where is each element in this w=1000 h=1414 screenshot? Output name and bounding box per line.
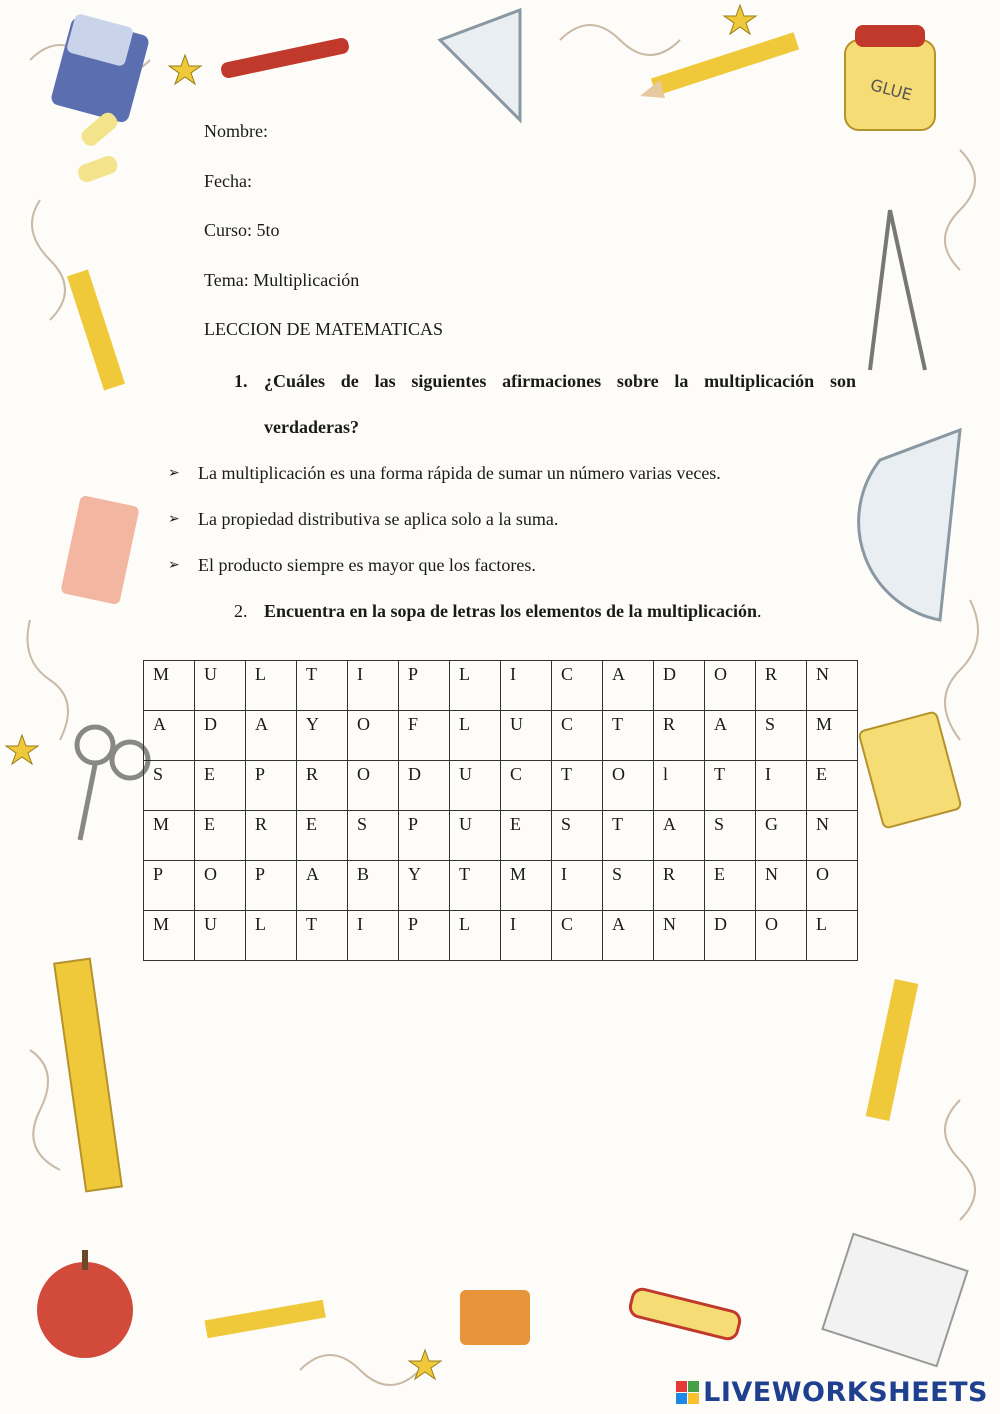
grid-cell[interactable]: G (756, 811, 807, 861)
grid-cell[interactable]: I (756, 761, 807, 811)
grid-cell[interactable]: O (348, 711, 399, 761)
statement-text: La multiplicación es una forma rápida de sumar un número varias veces. (198, 463, 721, 483)
name-field-label: Nombre: (204, 121, 268, 141)
grid-cell[interactable]: A (654, 811, 705, 861)
date-field-label: Fecha: (204, 171, 252, 191)
svg-text:GLUE: GLUE (868, 75, 915, 105)
question-2-period: . (756, 601, 762, 621)
grid-cell[interactable]: D (399, 761, 450, 811)
grid-cell[interactable]: l (654, 761, 705, 811)
grid-cell[interactable]: A (603, 911, 654, 961)
grid-cell[interactable]: R (297, 761, 348, 811)
grid-cell[interactable]: F (399, 711, 450, 761)
protractor-icon (859, 430, 960, 620)
logo-mark-icon (676, 1381, 699, 1404)
eraser-icon (858, 711, 961, 828)
grid-cell[interactable]: U (450, 761, 501, 811)
grid-cell[interactable]: E (501, 811, 552, 861)
grid-cell[interactable]: P (246, 861, 297, 911)
grid-cell[interactable]: M (807, 711, 858, 761)
question-1-text: ¿Cuáles de las siguientes afirmaciones sobre la multiplicación son (264, 371, 856, 391)
lesson-title: LECCION DE MATEMATICAS (204, 319, 444, 339)
grid-cell[interactable]: I (501, 911, 552, 961)
report-card-icon (822, 1234, 967, 1366)
grid-cell[interactable]: A (297, 861, 348, 911)
triangle-ruler-icon (440, 10, 520, 120)
grid-cell[interactable]: B (348, 861, 399, 911)
pencil-icon (67, 270, 125, 391)
grid-cell[interactable]: L (246, 661, 297, 711)
grid-cell[interactable]: T (297, 911, 348, 961)
pencil-icon (866, 979, 919, 1121)
logo-text: LIVEWORKSHEETS (703, 1377, 988, 1408)
pencil-icon (640, 32, 799, 98)
grid-cell[interactable]: N (807, 811, 858, 861)
grid-cell[interactable]: T (603, 811, 654, 861)
grid-cell[interactable]: L (246, 911, 297, 961)
grid-cell[interactable]: U (450, 811, 501, 861)
grid-cell[interactable]: U (195, 911, 246, 961)
scissors-icon (77, 727, 148, 840)
eraser-icon (60, 495, 139, 605)
grid-cell[interactable]: I (552, 861, 603, 911)
grid-cell[interactable]: N (756, 861, 807, 911)
grid-cell[interactable]: R (654, 861, 705, 911)
question-1 (234, 368, 856, 440)
grid-cell[interactable]: M (501, 861, 552, 911)
statement-item (168, 508, 558, 530)
compass-icon (870, 210, 925, 370)
pen-icon (220, 37, 350, 80)
grid-cell[interactable]: L (450, 911, 501, 961)
grid-cell[interactable]: S (705, 811, 756, 861)
grid-cell[interactable]: C (552, 711, 603, 761)
apple-icon (37, 1250, 133, 1358)
grid-cell[interactable]: M (144, 911, 195, 961)
grid-cell[interactable]: D (705, 911, 756, 961)
grid-row (144, 911, 858, 961)
grid-cell[interactable]: I (501, 661, 552, 711)
grid-cell[interactable]: R (756, 661, 807, 711)
pencil-icon (205, 1300, 326, 1339)
grid-cell[interactable]: N (654, 911, 705, 961)
grid-cell[interactable]: T (603, 711, 654, 761)
grid-cell[interactable]: U (501, 711, 552, 761)
grid-cell[interactable]: R (654, 711, 705, 761)
grid-cell[interactable]: P (144, 861, 195, 911)
grid-cell[interactable]: L (807, 911, 858, 961)
eraser-icon (50, 13, 151, 124)
grid-cell[interactable]: O (603, 761, 654, 811)
grid-row (144, 811, 858, 861)
grid-cell[interactable]: T (297, 661, 348, 711)
grid-cell[interactable]: A (144, 711, 195, 761)
grid-cell[interactable]: P (399, 811, 450, 861)
grid-cell[interactable]: C (501, 761, 552, 811)
grid-cell[interactable]: Y (399, 861, 450, 911)
grid-cell[interactable]: O (807, 861, 858, 911)
grid-cell[interactable]: E (807, 761, 858, 811)
grid-row (144, 861, 858, 911)
grid-cell[interactable]: L (450, 711, 501, 761)
grid-cell[interactable]: A (603, 661, 654, 711)
statement-text: El producto siempre es mayor que los factores. (198, 555, 536, 575)
grid-cell[interactable]: S (552, 811, 603, 861)
question-2-text: Encuentra en la sopa de letras los elementos de la multiplicación (264, 601, 757, 621)
topic-label: Tema: Multiplicación (204, 270, 360, 290)
grid-cell[interactable]: N (807, 661, 858, 711)
grid-cell[interactable]: O (348, 761, 399, 811)
grid-row (144, 711, 858, 761)
grid-cell[interactable]: O (756, 911, 807, 961)
grid-cell[interactable]: I (348, 661, 399, 711)
grid-cell[interactable]: E (195, 761, 246, 811)
grid-cell[interactable]: E (297, 811, 348, 861)
glue-stick-icon (628, 1287, 742, 1341)
grid-cell[interactable]: A (246, 711, 297, 761)
grid-cell[interactable]: T (705, 761, 756, 811)
grid-cell[interactable]: D (654, 661, 705, 711)
grid-cell[interactable]: E (705, 861, 756, 911)
grid-cell[interactable]: I (348, 911, 399, 961)
statement-item (168, 554, 536, 576)
grid-cell[interactable]: U (195, 661, 246, 711)
arrow-bullet-icon: ➢ (168, 511, 180, 527)
question-2 (234, 600, 761, 622)
grid-row (144, 761, 858, 811)
arrow-bullet-icon: ➢ (168, 557, 180, 573)
grid-cell[interactable]: S (348, 811, 399, 861)
liveworksheets-logo (676, 1377, 988, 1408)
sharpener-icon (460, 1290, 530, 1345)
course-label: Curso: 5to (204, 220, 280, 240)
statement-text: La propiedad distributiva se aplica solo a la suma. (198, 509, 559, 529)
grid-row (144, 661, 858, 711)
grid-cell[interactable]: C (552, 661, 603, 711)
question-1-number: 1. (234, 371, 248, 391)
grid-cell[interactable]: M (144, 811, 195, 861)
grid-cell[interactable]: R (246, 811, 297, 861)
grid-cell[interactable]: A (705, 711, 756, 761)
grid-cell[interactable]: M (144, 661, 195, 711)
question-1-text-continued: verdaderas? (264, 417, 359, 437)
grid-cell[interactable]: Y (297, 711, 348, 761)
grid-cell[interactable]: O (195, 861, 246, 911)
glue-icon (845, 25, 935, 130)
word-search-grid (143, 660, 858, 961)
question-2-number: 2. (234, 601, 248, 621)
grid-cell[interactable]: L (450, 661, 501, 711)
grid-cell[interactable]: C (552, 911, 603, 961)
grid-cell[interactable]: O (705, 661, 756, 711)
grid-cell[interactable]: P (399, 661, 450, 711)
grid-cell[interactable]: T (552, 761, 603, 811)
arrow-bullet-icon: ➢ (168, 465, 180, 481)
grid-cell[interactable]: S (603, 861, 654, 911)
grid-cell[interactable]: P (399, 911, 450, 961)
grid-cell[interactable]: D (195, 711, 246, 761)
grid-cell[interactable]: S (144, 761, 195, 811)
grid-cell[interactable]: E (195, 811, 246, 861)
grid-cell[interactable]: T (450, 861, 501, 911)
grid-cell[interactable]: S (756, 711, 807, 761)
grid-cell[interactable]: P (246, 761, 297, 811)
ruler-icon (54, 959, 122, 1192)
statement-item (168, 462, 721, 484)
